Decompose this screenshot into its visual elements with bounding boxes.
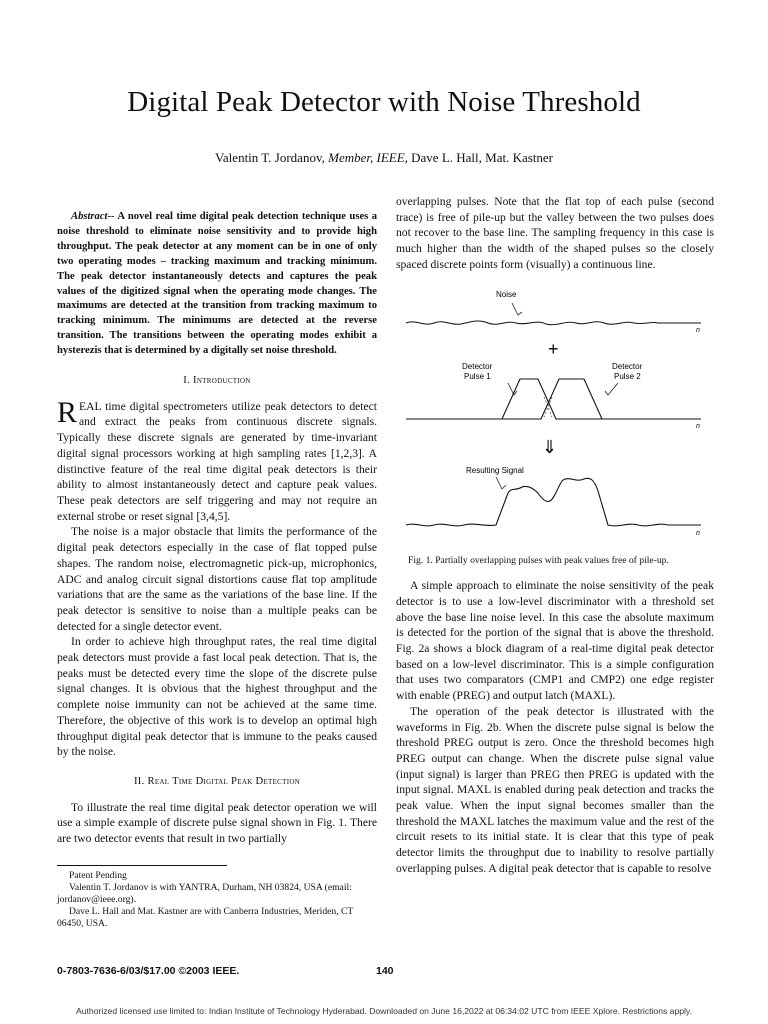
axis-n-1: n	[696, 326, 700, 334]
abstract-text: A novel real time digital peak detection technique uses a noise threshold to eliminate noise sensitivity and to provide high throughput. The peak detector at any moment can be in one of only two operating modes – tracking maximum and tracking minimum. The peak detector instantaneously detects and captures the peak values of the digitized signal when the operating mode changes. The maximums are detected at the transition from tracking maximum to tracking minimum. The minimums are detected at the reverse transition. The transitions between the operating modes exhibit a hysterezis that is determined by a digitally set noise threshold.	[57, 211, 377, 357]
figure-1-caption: Fig. 1. Partially overlapping pulses with peak values free of pile-up.	[408, 554, 669, 566]
left-column	[57, 210, 377, 930]
footnotes	[57, 870, 377, 930]
detector-pulse-2	[406, 379, 602, 419]
resulting-signal-label: Resulting Signal	[466, 465, 524, 475]
down-arrow: ⇓	[542, 436, 558, 457]
noise-label: Noise	[496, 289, 517, 299]
coauthors: Dave L. Hall, Mat. Kastner	[407, 150, 554, 165]
right-paragraph-1: A simple approach to eliminate the noise sensitivity of the peak detector is to use a low-level discriminator with a threshold set above the base line noise level. In this case the absolute maximum is detected for the portion of the signal that is above the threshold. Fig. 2a shows a block diagram of a real-time digital peak detector based on a low-level discriminator. This is a simple configuration that uses two comparators (CMP1 and CMP2) one edge register with enable (PREG) and output latch (MAXL).	[396, 579, 714, 703]
footnote-author1: Valentin T. Jordanov is with YANTRA, Durham, NH 03824, USA (email: jordanov@ieee.org).	[57, 881, 352, 905]
author-line	[0, 150, 768, 166]
figure-1-diagram	[396, 279, 714, 549]
noise-trace	[406, 321, 701, 325]
abstract-lead: Abstract--	[71, 211, 115, 222]
resulting-signal-pointer	[496, 477, 506, 489]
intro-paragraph-1	[57, 395, 377, 525]
section-heading-real-time: II. Real Time Digital Peak Detection	[133, 775, 301, 787]
right-column	[396, 194, 714, 877]
footnote-patent: Patent Pending	[69, 869, 127, 881]
right-paragraph-0: overlapping pulses. Note that the flat top of each pulse (second trace) is free of pile-up but the valley between the two pulses does not recover to the base line. The sampling frequency in this case is much higher than the width of the shaped pulses so the closely spaced discrete points form (visually) a continuous line.	[396, 195, 714, 271]
intro-paragraph-1-text: EAL time digital spectrometers utilize peak detectors to detect and extract the peaks from continuous discrete signals. Typically these discrete signals are generated by time-invariant digital signal processors working at high sampling rates [1,2,3]. A distinctive feature of the real time digital peak detectors is their ability to almost instantaneously detect and capture peak values. These peak detectors are self triggering and may not require an external strobe or reset signal [3,4,5].	[57, 399, 377, 523]
abstract	[57, 210, 377, 359]
author-name: Valentin T. Jordanov,	[214, 150, 329, 165]
section2-paragraph-1: To illustrate the real time digital peak detector operation we will use a simple example of discrete pulse signal shown in Fig. 1. There are two detector events that result in two partially	[57, 800, 377, 846]
footnote-rule	[57, 865, 227, 866]
detector-pulse-2-label-b: Pulse 2	[614, 371, 641, 381]
detector-pulse-2-pointer	[605, 383, 618, 395]
intro-paragraph-2: The noise is a major obstacle that limits the performance of the digital peak detectors especially in the case of flat topped pulse shapes. The random noise, electromagnetic pick-up, microphonics, ADC and analog circuit signal distortions cause flat top amplitude variations that are the same as the variations of the base line. If the peak detector is sensitive to noise than a multiple peaks can be detected for a single detector event.	[57, 525, 377, 633]
figure-1	[396, 279, 714, 549]
footnote-author2: Dave L. Hall and Mat. Kastner are with Canberra Industries, Meriden, CT 06450, USA.	[57, 905, 354, 929]
author-role: Member, IEEE,	[328, 150, 408, 165]
drop-cap: R	[57, 395, 78, 429]
detector-pulse-1-label-b: Pulse 1	[464, 371, 491, 381]
axis-n-3: n	[696, 529, 700, 537]
license-notice: Authorized licensed use limited to: Indian Institute of Technology Hyderabad. Downloaded on June 16,2022 at 06:34:02 UTC from IEEE Xplore. Restrictions apply.	[76, 1006, 692, 1016]
section-heading-introduction: I. Introduction	[183, 375, 251, 387]
detector-pulse-1-label: Detector	[462, 361, 493, 371]
detector-pulse-2-label: Detector	[612, 361, 643, 371]
plus-sign: +	[548, 338, 559, 359]
resulting-signal-trace	[406, 478, 701, 526]
noise-pointer	[512, 303, 522, 315]
page-number: 140	[376, 965, 394, 977]
detector-pulse-1	[406, 379, 701, 419]
right-paragraph-2: The operation of the peak detector is illustrated with the waveforms in Fig. 2b. When the discrete pulse signal is below the threshold PREG output is zero. Once the threshold becomes high PREG output can change. When the discrete pulse signal value (input signal) is larger than PREG then PREG is updated with the input signal. MAXL is enabled during peak detection and tracks the peak value. When the input signal becomes smaller than the threshold the MAXL latches the maximum value and the rest of the circuit resets to its initial state. It is clear that this type of peak detector limits the throughput due to inability to resolve partially overlapping pulses. A digital peak detector that is capable to resolve	[396, 704, 714, 875]
intro-paragraph-3: In order to achieve high throughput rates, the real time digital peak detectors must provide a fast local peak detection. That is, the peaks must be detected every time the slope of the discrete pulse signal changes. It is obvious that the highest throughput and the complete noise immunity can not be achieved at the same time. Therefore, the objective of this work is to develop an optimal high throughput digital peak detector that is immune to the peaks caused by the noise.	[57, 635, 377, 759]
copyright-line: 0-7803-7636-6/03/$17.00 ©2003 IEEE.	[57, 965, 240, 977]
axis-n-2: n	[696, 422, 700, 430]
paper-title: Digital Peak Detector with Noise Threshold	[127, 86, 641, 118]
